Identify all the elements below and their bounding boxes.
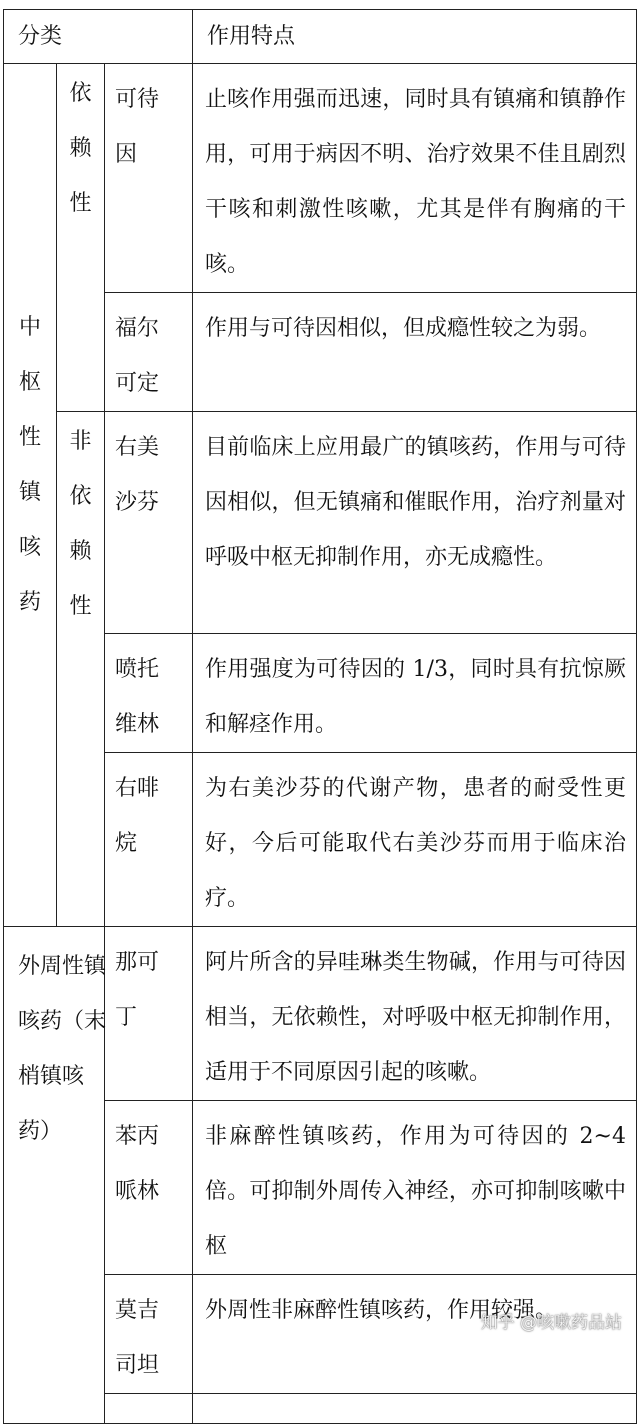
group-central-cell [4, 64, 57, 927]
drug-name-cell [105, 64, 193, 293]
watermark: 知乎 @咳嗽药品站 [480, 1313, 622, 1333]
table-row [4, 412, 637, 634]
group-peripheral-label: 外周性镇咳药（末梢镇咳药） [18, 954, 107, 1144]
group-peripheral-cell [4, 927, 105, 1424]
header-category-cell [4, 10, 193, 64]
drug-desc-codeine: 止咳作用强而迅速，同时具有镇痛和镇静作用，可用于病因不明、治疗效果不佳且剧烈干咳和刺激性咳嗽，尤其是伴有胸痛的干咳。 [205, 87, 626, 277]
table-row [4, 64, 637, 293]
drug-name-cell [105, 753, 193, 927]
drug-name-cell [105, 634, 193, 753]
header-feature-cell [193, 10, 637, 64]
drug-name-pentoxyverine: 喷托维林 [115, 657, 160, 737]
drug-desc-pentoxyverine: 作用强度为可待因的 1/3，同时具有抗惊厥和解痉作用。 [205, 657, 626, 737]
drug-name-codeine: 可待因 [115, 87, 160, 167]
header-feature: 作用特点 [207, 24, 296, 49]
drug-name-pholcodine: 福尔可定 [115, 316, 160, 396]
table-header-row [4, 10, 637, 64]
subgroup-nondependent-label: 非依赖性 [69, 429, 92, 619]
drug-desc-cell [193, 927, 637, 1101]
drug-name-cell [105, 1275, 193, 1394]
drug-name-moguisteine: 莫吉司坦 [115, 1298, 160, 1378]
drug-desc-cell [193, 64, 637, 293]
subgroup-nondependent-cell [57, 412, 105, 927]
subgroup-dependent-label: 依赖性 [69, 81, 92, 216]
drug-name-cell-cut [105, 1394, 193, 1424]
drug-desc-pholcodine: 作用与可待因相似，但成瘾性较之为弱。 [205, 316, 602, 341]
drug-name-cell [105, 1101, 193, 1275]
antitussive-classification-table [3, 9, 637, 1424]
group-central-label: 中枢性镇咳药 [19, 315, 42, 615]
drug-name-cell [105, 927, 193, 1101]
table-row [4, 927, 637, 1101]
drug-name-benproperine: 苯丙哌林 [115, 1124, 160, 1204]
subgroup-dependent-cell [57, 64, 105, 412]
drug-name-noscapine: 那可丁 [115, 950, 160, 1030]
drug-desc-cell [193, 1275, 637, 1394]
drug-desc-dextrorphan: 为右美沙芬的代谢产物，患者的耐受性更好，今后可能取代右美沙芬而用于临床治疗。 [205, 776, 626, 911]
drug-desc-cell-cut [193, 1394, 637, 1424]
drug-name-dextromethorphan: 右美沙芬 [115, 435, 160, 515]
drug-name-dextrorphan: 右啡烷 [115, 776, 160, 856]
drug-desc-cell [193, 293, 637, 412]
header-category: 分类 [18, 24, 63, 49]
drug-name-cell [105, 412, 193, 634]
drug-desc-cell [193, 634, 637, 753]
drug-desc-moguisteine: 外周性非麻醉性镇咳药，作用较强。 [205, 1298, 558, 1323]
drug-desc-cell [193, 412, 637, 634]
drug-desc-cell [193, 1101, 637, 1275]
drug-desc-noscapine: 阿片所含的异哇琳类生物碱，作用与可待因相当，无依赖性，对呼吸中枢无抑制作用，适用于不同原因引起的咳嗽。 [205, 950, 626, 1085]
drug-desc-cell [193, 753, 637, 927]
drug-name-cell [105, 293, 193, 412]
drug-desc-benproperine: 非麻醉性镇咳药，作用为可待因的 2~4 倍。可抑制外周传入神经，亦可抑制咳嗽中枢 [205, 1124, 626, 1259]
drug-desc-dextromethorphan: 目前临床上应用最广的镇咳药，作用与可待因相似，但无镇痛和催眠作用，治疗剂量对呼吸中枢无抑制作用，亦无成瘾性。 [205, 435, 626, 570]
